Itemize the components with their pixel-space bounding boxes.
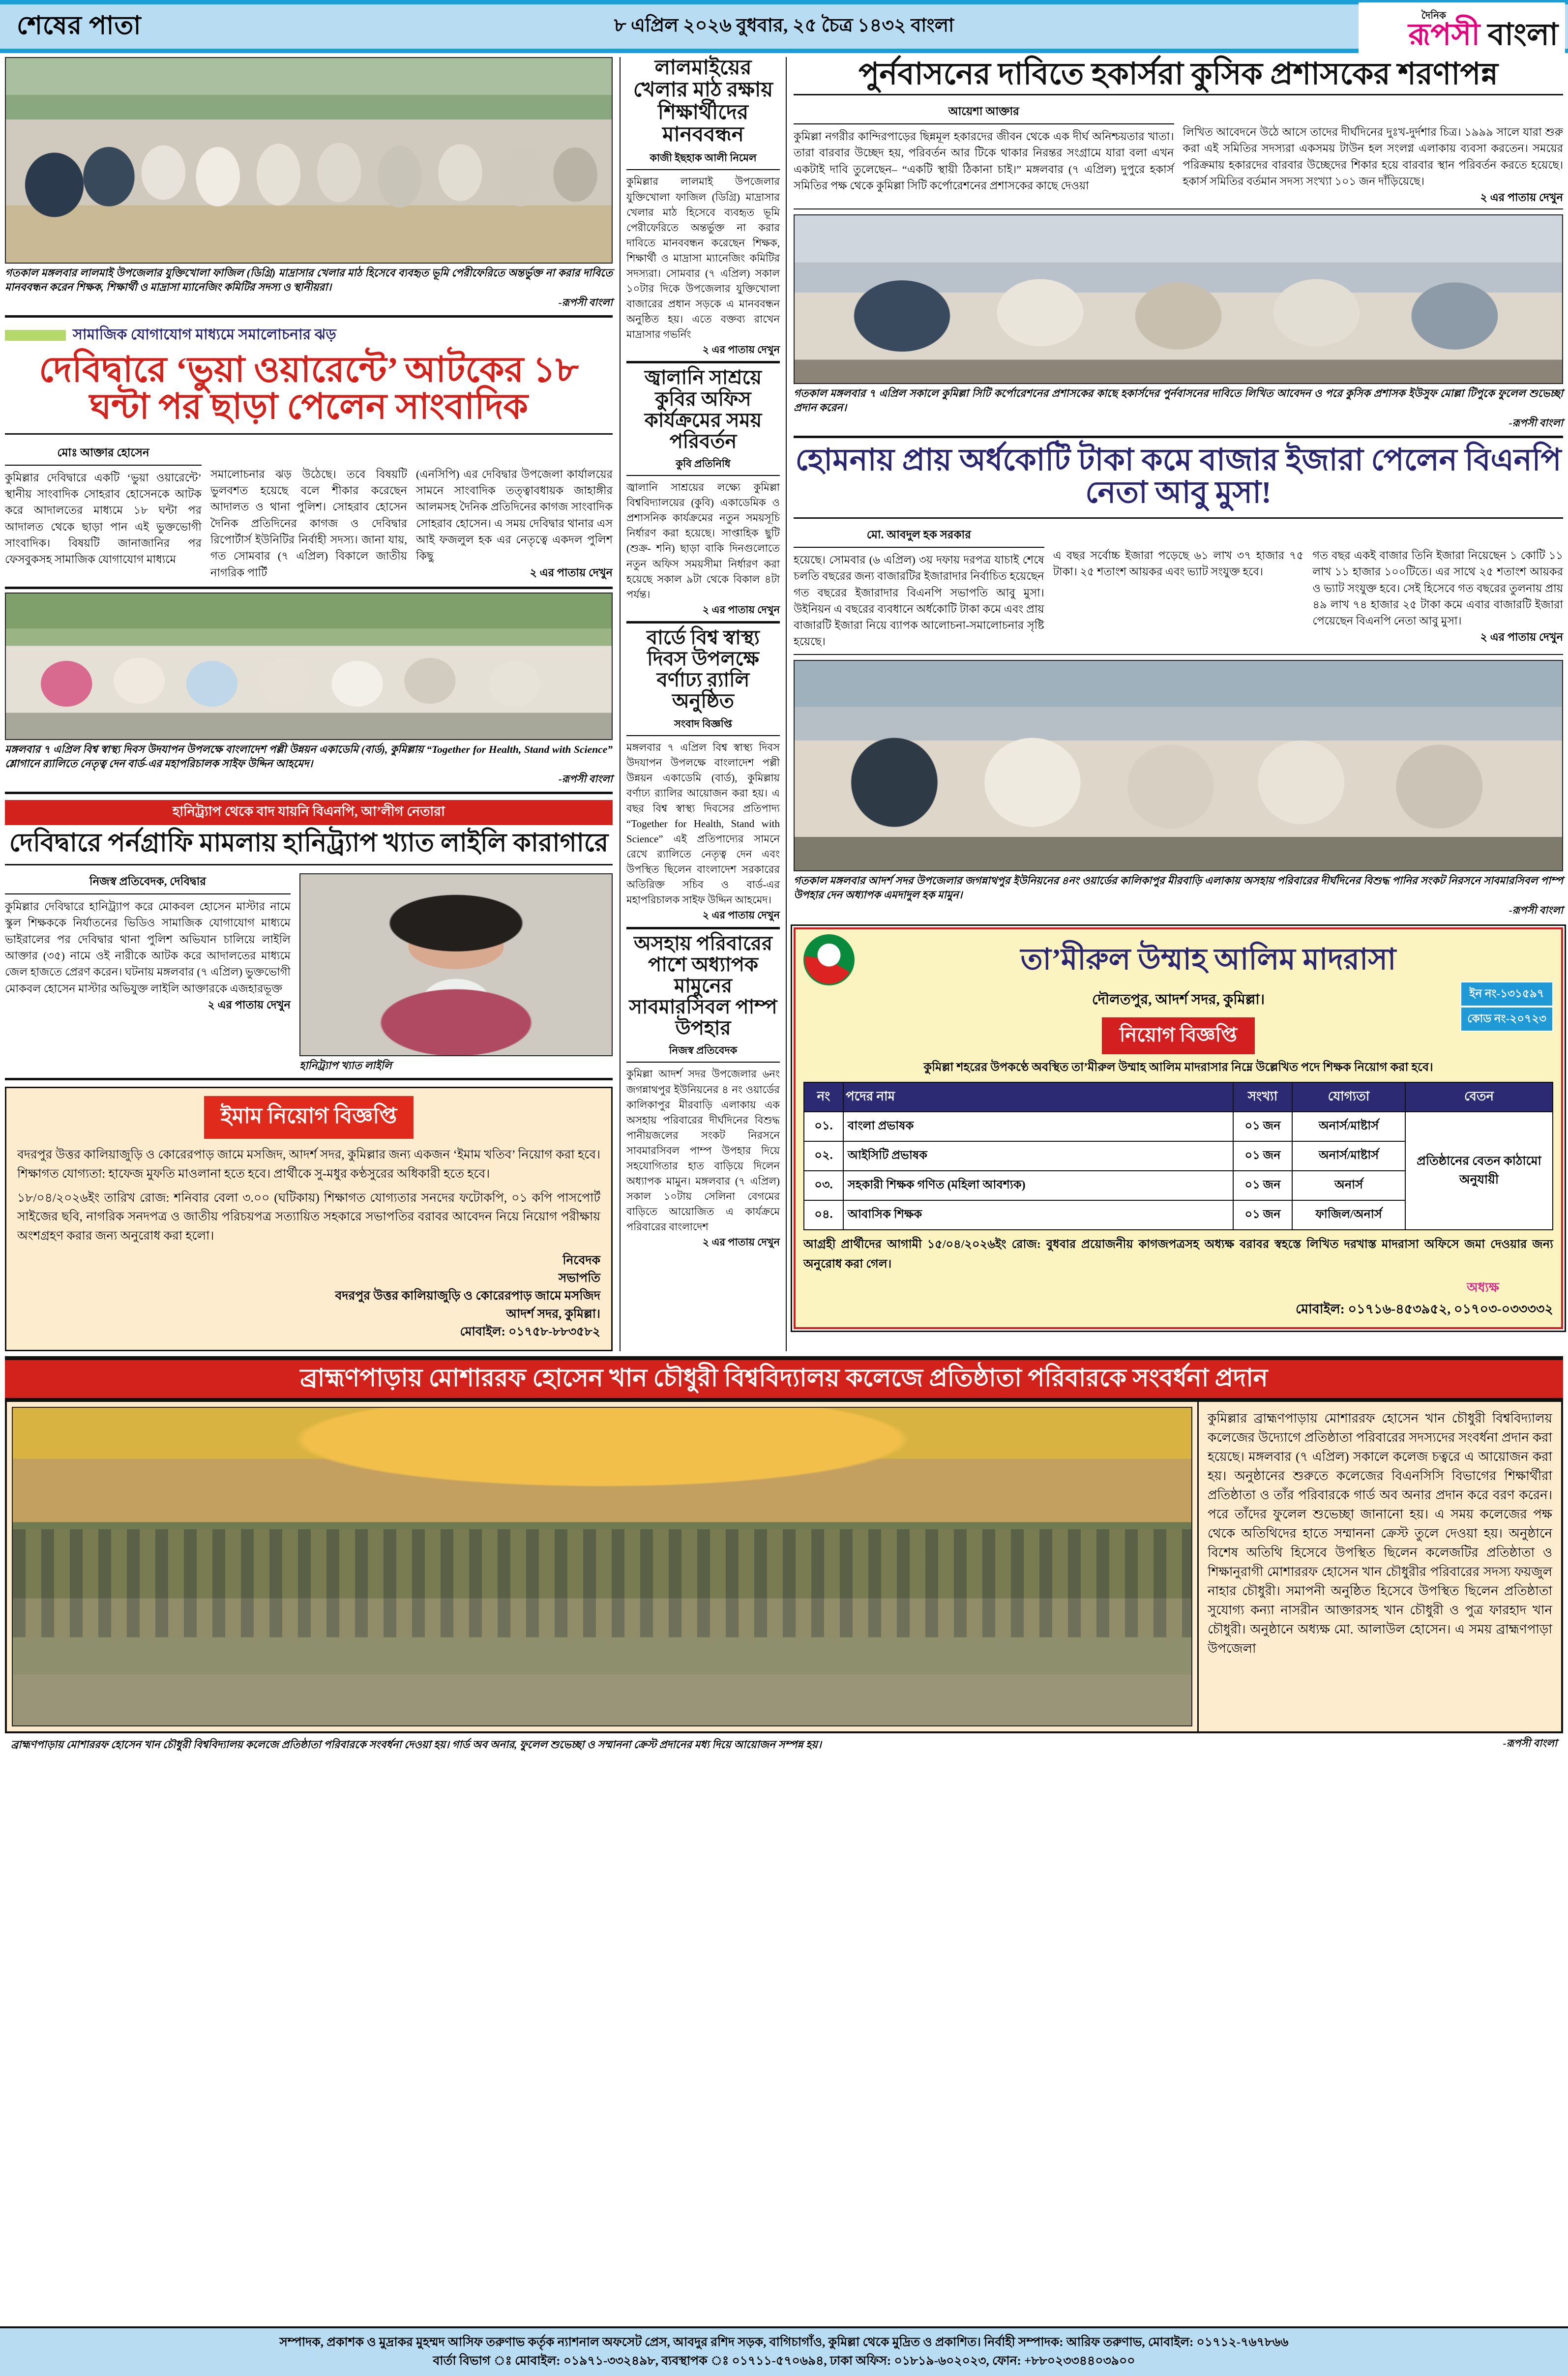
- pump-body: কুমিল্লা আদর্শ সদর উপজেলার ৬নং জগন্নাথপুর ইউনিয়নের ৪ নং ওয়ার্ডের কালিকাপুর মীরবাড়ি এলাকায় এক অসহায় পরিবারের দীর্ঘদিনের বিশুদ্ধ পানীয়জলের সংকট নিরসনে সাবমারসিবল পাম্প উপহার দিয়ে সহযোগিতার হাত বাড়িয়ে দিলেন অধ্যাপক মামুন। মঙ্গলবার (৭ এপ্রিল) সকাল ১০টায় সেলিনা বেগমের বাড়িতে আয়োজিত এ কার্যক্রমে পরিবারের বাংলাদেশ: [626, 1068, 780, 1233]
- hawkers-photo: [794, 214, 1563, 384]
- homna-continue[interactable]: ২ এর পাতায় দেখুন: [1480, 631, 1564, 644]
- row-3-no: ০৩.: [804, 1171, 843, 1200]
- th-post: পদের নাম: [843, 1082, 1233, 1112]
- table-header-row: [804, 1082, 1553, 1112]
- pornography-kicker: হানিট্র্যাপ থেকে বাদ যায়নি বিএনপি, আ’লীগ নেতারা: [5, 800, 613, 825]
- laili-portrait-caption: হানিট্র্যাপ খ্যাত লাইলি: [299, 1060, 392, 1072]
- date-line: ৮ এপ্রিল ২০২৬ বুধবার, ২৫ চৈত্র ১৪৩২ বাংলা: [614, 15, 954, 36]
- imam-ad-para-1: বদরপুর উত্তর কালিয়াজুড়ি ও কোরেরপাড় জামে মসজিদ, আদর্শ সদর, কুমিল্লার জন্য একজন ‘ইমাম খতিব’ নিয়োগ করা হবে। শিক্ষাগত যোগ্যতা: হাফেজ মুফতি মাওলানা হতে হবে। প্রার্থীকে সু-মধুর কণ্ঠসুরের অধিকারী হতে হবে।: [17, 1148, 600, 1181]
- pump-byline: নিজস্ব প্রতিবেদক: [626, 1042, 780, 1063]
- right-block: [787, 57, 1563, 1351]
- logo-word-2: বাংলা: [1487, 18, 1558, 52]
- hawkers-byline: আয়েশা আক্তার: [794, 102, 1174, 124]
- middle-column: [620, 57, 787, 1351]
- hawkers-photo-caption: গতকাল মঙ্গলবার ৭ এপ্রিল সকালে কুমিল্লা সিটি কর্পোরেশনের প্রশাসকের কাছে হকার্সদের পুর্নবাসনের দাবিতে লিখিত আবেদন ও পরে কুসিক প্রশাসক ইউসুফ মোল্লা টিপুকে ফুলেল শুভেচ্ছা প্রদান করেন।: [794, 387, 1563, 414]
- madrasa-ad-lead: কুমিল্লা শহরের উপকণ্ঠে অবস্থিত তা’মীরুল উম্মাহ আলিম মাদরাসার নিম্নে উল্লেখিত পদে শিক্ষক নিয়োগ করা হবে।: [923, 1061, 1433, 1074]
- bottom-photo-credit: -রূপসী বাংলা: [1503, 1737, 1557, 1749]
- bottom-banner-headline: ব্রাহ্মণপাড়ায় মোশাররফ হোসেন খান চৌধুরী বিশ্ববিদ্যালয় কলেজে প্রতিষ্ঠাতা পরিবারকে সংবর্ধনা প্রদান: [5, 1356, 1563, 1400]
- row-2-post: আইসিটি প্রভাষক: [843, 1141, 1233, 1171]
- kuvi-headline: জ্বালানি সাশ্রয়ে কুবির অফিস কার্যক্রমের সময় পরিবর্তন: [644, 366, 762, 452]
- whd-byline: সংবাদ বিজ্ঞপ্তি: [626, 716, 780, 736]
- imam-ad-phone: মোবাইল: ০১৭৫৮-৮৮৩৫৮২: [460, 1325, 600, 1338]
- hawkers-photo-credit: -রূপসী বাংলা: [1509, 417, 1563, 429]
- rally-photo-credit: -রূপসী বাংলা: [558, 772, 613, 785]
- madrasa-ad-title: তা’মীরুল উম্মাহ আলিম মাদরাসা: [1020, 943, 1396, 976]
- bottom-photo-caption: ব্রাহ্মণপাড়ায় মোশাররফ হোসেন খান চৌধুরী বিশ্ববিদ্যালয় কলেজে প্রতিষ্ঠাতা পরিবারকে সংবর্ধনা দেওয়া হয়। গার্ড অব অনার, ফুলেল শুভেচ্ছা ও সম্মাননা ক্রেস্ট প্রদানের মধ্য দিয়ে আয়োজন সম্পন্ন হয়।: [11, 1738, 822, 1751]
- page-label: শেষের পাতা: [17, 11, 142, 40]
- debidwar-kicker: [5, 323, 613, 348]
- lalmai-byline: কাজী ইছহাক আলী নিমেল: [626, 150, 780, 170]
- imam-recruitment-ad: [5, 1087, 613, 1351]
- imam-ad-sig-3: বদরপুর উত্তর কালিয়াজুড়ি ও কোরেরপাড় জামে মসজিদ: [335, 1289, 600, 1303]
- row-2-qual: অনার্স/মাষ্টার্স: [1292, 1141, 1405, 1171]
- row-3-qual: অনার্স: [1292, 1171, 1405, 1200]
- imam-ad-sig-1: নিবেদক: [562, 1253, 600, 1267]
- pornography-headline: দেবিদ্বারে পর্নগ্রাফি মামলায় হানিট্র্যাপ খ্যাত লাইলি কারাগারে: [9, 829, 609, 857]
- homna-body-2: গত বছর একই বাজার তিনি ইজারা নিয়েছেন ১ কোটি ১১ লাখ ১১ হাজার ১০০টিতে। এর সাথে ২৫ শতাংশ আয়কর ও ভ্যাট সংযুক্ত হবে। সেই হিসেবে গত বছরের তুলনায় প্রায় ৪৯ লাখ ৭৪ হাজার ২৫ টাকা কমে এবার বাজারটি ইজারা পেয়েছেন বিএনপি নেতা আবু মুসা।: [1312, 549, 1564, 627]
- imam-ad-sig-2: সভাপতি: [558, 1272, 600, 1285]
- logo-kicker: দৈনিক: [1421, 10, 1446, 21]
- lalmai-headline: লালমাইয়ের খেলার মাঠ রক্ষায় শিক্ষার্থীদের মানববন্ধন: [633, 57, 773, 147]
- row-1-count: ০১ জন: [1233, 1112, 1292, 1141]
- bottom-section: [0, 1351, 1568, 1752]
- th-no: নং: [804, 1082, 843, 1112]
- debidwar-byline: মোঃ আক্তার হোসেন: [5, 444, 202, 466]
- madrasa-ad-signature: অধ্যক্ষ: [1467, 1280, 1499, 1295]
- masthead: [0, 0, 1568, 53]
- pornography-continue[interactable]: ২ এর পাতায় দেখুন: [207, 998, 291, 1011]
- lead-photo: [5, 57, 613, 264]
- debidwar-columns: [5, 440, 613, 581]
- pump-donation-photo: [794, 660, 1563, 871]
- main-grid: [0, 53, 1568, 1351]
- madrasa-code-number: কোড নং-২০৭২৩: [1460, 1007, 1553, 1032]
- kuvi-continue[interactable]: ২ এর পাতায় দেখুন: [702, 603, 780, 616]
- salary-note: প্রতিষ্ঠানের বেতন কাঠামো অনুযায়ী: [1405, 1112, 1553, 1230]
- footer-line-2: বার্তা বিভাগ ঃ মোবাইল: ০১৯৭১-৩৩২৪৯৮, ব্যবস্থাপক ঃ ০১৭১১-৫৭০৬৯৪, ঢাকা অফিস: ০১৮১৯-৬০২০২৩, ফোন: +৮৮০২৩৩৪৪০৩৯০০: [433, 2354, 1135, 2368]
- row-1-post: বাংলা প্রভাষক: [843, 1112, 1233, 1141]
- row-1-qual: অনার্স/মাষ্টার্স: [1292, 1112, 1405, 1141]
- lalmai-continue[interactable]: ২ এর পাতায় দেখুন: [702, 344, 780, 356]
- page-footer: [0, 2326, 1568, 2376]
- bottom-story-box: [5, 1400, 1563, 1733]
- hawkers-body-1: কুমিল্লা নগরীর কান্দিরপাড়ের ছিন্নমূল হকারদের জীবন থেকে এক দীর্ঘ অনিশ্চয়তার খাতা। তারা বারবার উচ্ছেদ হয়, পরিবর্তন আর টিকে থাকার নিরন্তর সংগ্রামে যারা বলা এখন একটাই দাবি তুলেছেন– “একটি স্থায়ী ঠিকানা চাই।” মঙ্গলবার (৭ এপ্রিল) দুপুরে হকার্স সমিতির পক্ষ থেকে কুমিল্লা সিটি কর্পোরেশনের প্রশাসকের কাছে দেওয়া: [794, 130, 1174, 192]
- hawkers-continue[interactable]: ২ এর পাতায় দেখুন: [1480, 191, 1563, 204]
- madrasa-ein-number: ইন নং-১৩১৫৯৭: [1460, 981, 1553, 1007]
- homna-body-3: এ বছর সর্বোচ্চ ইজারা পড়েছে ৬১ লাখ ৩৭ হাজার ৭৫ টাকা। ২৫ শতাংশ আয়কর এবং ভ্যাট সংযুক্ত হবে।: [1053, 549, 1304, 578]
- bottom-story-body: কুমিল্লার ব্রাহ্মণপাড়ায় মোশাররফ হোসেন খান চৌধুরী বিশ্ববিদ্যালয় কলেজের উদ্যোগে প্রতিষ্ঠাতা পরিবারের সদস্যদের সংবর্ধনা প্রদান করা হয়েছে। মঙ্গলবার (৭ এপ্রিল) সকালে কলেজ চত্বরে এ আয়োজন করা হয়। অনুষ্ঠানের শুরুতে কলেজের বিএনসিসি বিভাগের শিক্ষার্থীরা প্রতিষ্ঠাতা ও তাঁর পরিবারকে গার্ড অব অনার প্রদান করে বরণ করেন। পরে তাঁদের ফুলেল শুভেচ্ছা জানানো হয়। এ সময় কলেজের পক্ষ থেকে অতিথিদের হাতে সম্মাননা ক্রেস্ট তুলে দেওয়া হয়। অনুষ্ঠানে বিশেষ অতিথি হিসেবে উপস্থিত ছিলেন কলেজটির প্রতিষ্ঠাতা ও শিক্ষানুরাগী মোশাররফ হোসেন খান চৌধুরীর পরিবারের সদস্য ফয়জুল নাহার চৌধুরী। সমাপনী অনুষ্ঠিত হিসেবে উপস্থিত ছিলেন প্রতিষ্ঠাতা সুযোগ্য কন্যা নাসরীন আক্তারসহ খান চৌধুরী ও পুত্র ফারহাদ খান চৌধুরী। অনুষ্ঠানে অধ্যক্ষ মো. আলাউল হোসেন। এ সময় ব্রাহ্মণপাড়া উপজেলা: [1208, 1411, 1552, 1656]
- row-1-no: ০১.: [804, 1112, 843, 1141]
- debidwar-body-3: (এনসিপি) এর দেবিদ্বার উপজেলা কার্যালয়ের সামনে সাংবাদিক তত্ত্বাবধায়ক জাহাঙ্গীর আলমসহ দৈনিক প্রতিদিনের কাগজ সাংবাদিক সোহরাব হোসেন। এ সময় দেবিদ্বার থানার এস আই ফজলুল হক এর নেতৃত্বে একদল পুলিশ কিছু: [416, 468, 613, 563]
- lead-photo-credit: -রূপসী বাংলা: [558, 297, 613, 309]
- debidwar-kicker-text: সামাজিক যোগাযোগ মাধ্যমে সমালোচনার ঝড়: [73, 327, 336, 343]
- row-4-post: আবাসিক শিক্ষক: [843, 1200, 1233, 1230]
- debidwar-continue[interactable]: ২ এর পাতায় দেখুন: [530, 566, 613, 579]
- pornography-columns: [5, 868, 613, 1073]
- homna-headline: হোমনায় প্রায় অর্ধকোটি টাকা কমে বাজার ইজারা পেলেন বিএনপি নেতা আবু মুসা!: [795, 444, 1562, 510]
- imam-ad-sig-4: আদর্শ সদর, কুমিল্লা।: [506, 1307, 600, 1321]
- row-3-post: সহকারী শিক্ষক গণিত (মহিলা আবশ্যক): [843, 1171, 1233, 1200]
- left-block: [5, 57, 620, 1351]
- kuvi-byline: কুবি প্রতিনিধি: [626, 456, 780, 476]
- lalmai-body: কুমিল্লার লালমাই উপজেলার যুক্তিখোলা ফাজিল (ডিগ্রি) মাদ্রাসার খেলার মাঠ হিসেবে ব্যবহৃত ভূমি পেরীফেরিতে অন্তর্ভুক্ত না করার দাবিতে মানববন্ধন করেছেন শিক্ষক, শিক্ষার্থী ও মাদ্রাসা ম্যানেজিং কমিটির সদস্যরা। সোমবার (৭ এপ্রিল) সকাল ১০টার দিকে উপজেলার যুক্তিখোলা বাজারের প্রধান সড়কে এ মানববন্ধন অনুষ্ঠিত হয়। এতে বক্তব্য রাখেন মাদ্রাসার গভর্নিং: [626, 176, 780, 341]
- newspaper-logo: [1359, 2, 1565, 58]
- hawkers-body-2: লিখিত আবেদনে উঠে আসে তাদের দীর্ঘদিনের দুঃখ-দুর্দশার চিত্র। ১৯৯৯ সালে যারা শুরু করা এই সমিতির সদস্যরা একসময় টাউন হল সংলগ্ন এলাকায় ব্যবসা করতেন। সময়ের পরিক্রমায় হকারদের বারবার উচ্ছেদের শিকার হয়ে বারবার স্থান পরিবর্তন করতে হয়েছে। হকার্স সমিতির বর্তমান সদস্য সংখ্যা ১০১ জন দাঁড়িয়েছে।: [1183, 125, 1563, 187]
- debidwar-body-1: কুমিল্লার দেবিদ্বারে একটি ‘ভুয়া ওয়ারেন্টে’ স্থানীয় সাংবাদিক সোহরাব হোসেনকে আটক করে আদালতের মাধ্যমে ১৮ ঘন্টা পর আদালত থেকে ছাড়া পান এই ভুক্তভোগী সাংবাদিক। বিষয়টি জানাজানির পর ফেসবুকসহ সামাজিক যোগাযোগ মাধ্যমে: [5, 471, 202, 566]
- madrasa-ad-subtitle: দৌলতপুর, আদর্শ সদর, কুমিল্লা।: [1092, 991, 1265, 1008]
- pornography-byline: নিজস্ব প্রতিবেদক, দেবিদ্বার: [5, 872, 291, 894]
- imam-ad-para-2: ১৮/০৪/২০২৬ইং তারিখ রোজ: শনিবার বেলা ৩.০০ (ঘটিকায়) শিক্ষাগত যোগ্যতার সনদের ফটোকপি, ০১ কপি পাসপোর্ট সাইজের ছবি, নাগরিক সনদপত্র ও জাতীয় পরিচয়পত্র সত্যায়িত সহকারে সভাপতির বরাবর আবেদন নিয়ে নিয়োগ পরীক্ষায় অংশগ্রহণ করার জন্য অনুরোধ করা হলো।: [17, 1191, 600, 1243]
- lead-photo-caption: গতকাল মঙ্গলবার লালমাই উপজেলার যুক্তিখোলা ফাজিল (ডিগ্রি) মাদ্রাসার খেলার মাঠ হিসেবে ব্যবহৃত ভূমি পেরীফেরিতে অন্তর্ভুক্ত না করার দাবিতে মানববন্ধন করেন শিক্ষক, শিক্ষার্থী ও মাদ্রাসা ম্যানেজিং কমিটির সদস্য ও স্থানীয়রা।: [5, 267, 613, 294]
- pornography-body: কুমিল্লার দেবিদ্বারে হানিট্র্যাপ করে মোকবল হোসেন মাস্টার নামে স্কুল শিক্ষককে নির্যাতনের ভিডিও সামাজিক যোগাযোগ মাধ্যমে ভাইরালের পর দেবিদ্বার থানা পুলিশ অভিযান চালিয়ে লাইলি আক্তার (৩৫) নামে ওই নারীকে আটক করে আদালতের মাধ্যমে জেল হাজতে প্রেরণ করেন। ঘটনায় মঙ্গলবার (৭ এপ্রিল) ভুক্তভোগী মোকবল হোসেন মাস্টার অভিযুক্ত লাইলি আক্তারকে এজহারভূক্ত: [5, 900, 291, 995]
- bottom-photo: [12, 1407, 1192, 1726]
- kuvi-body: জ্বালানি সাশ্রয়ের লক্ষ্যে কুমিল্লা বিশ্ববিদ্যালয়ের (কুবি) একাডেমিক ও প্রশাসনিক কার্যক্রমের নতুন সময়সূচি নির্ধারণ করা হয়েছে। সাপ্তাহিক ছুটি (শুক্র- শনি) ছাড়া বাকি দিনগুলোতে নতুন অফিস সময়সীমা নির্ধারণ করা হয়েছে সকাল ৯টা থেকে বিকাল ৪টা পর্যন্ত।: [626, 481, 780, 600]
- madrasa-ad-footnote: আগ্রহী প্রার্থীদের আগামী ১৫/০৪/২০২৬ইং রোজ: বুধবার প্রয়োজনীয় কাগজপত্রসহ অধ্যক্ষ বরাবর স্বহস্তে লিখিত দরখাস্ত মাদরাসা অফিসে জমা দেওয়ার জন্য অনুরোধ করা গেল।: [803, 1238, 1553, 1271]
- hawkers-columns: [794, 98, 1563, 206]
- logo-word-1: রূপসী: [1408, 18, 1480, 52]
- laili-portrait-photo: [299, 873, 613, 1056]
- row-4-no: ০৪.: [804, 1200, 843, 1230]
- madrasa-recruitment-ad: [794, 927, 1563, 1329]
- th-salary: বেতন: [1405, 1082, 1553, 1112]
- footer-line-1: সম্পাদক, প্রকাশক ও মুদ্রাকর মুহম্মদ আসিফ তরুণাভ কর্তৃক ন্যাশনাল অফসেট প্রেস, আবদুর রশিদ সড়ক, বাগিচাগাঁও, কুমিল্লা থেকে মুদ্রিত ও প্রকাশিত। নির্বাহী সম্পাদক: আরিফ তরুণাভ, মোবাইল: ০১৭১২-৭৬৭৮৬৬: [279, 2336, 1289, 2349]
- madrasa-ad-phone: মোবাইল: ০১৭১৬-৪৫৩৯৫২, ০১৭০৩-০৩৩৩৩২: [1296, 1301, 1553, 1316]
- row-2-no: ০২.: [804, 1141, 843, 1171]
- row-4-qual: ফাজিল/অনার্স: [1292, 1200, 1405, 1230]
- row-4-count: ০১ জন: [1233, 1200, 1292, 1230]
- madrasa-seal-icon: [803, 934, 855, 985]
- rally-photo-caption: মঙ্গলবার ৭ এপ্রিল বিশ্ব স্বাস্থ্য দিবস উদযাপন উপলক্ষে বাংলাদেশ পল্লী উন্নয়ন একাডেমি (বার্ড), কুমিল্লায় “Together for Health, Stand with Science” শ্লোগানে র‌্যালিতে নেতৃত্ব দেন বার্ড-এর মহাপরিচালক সাইফ উদ্দিন আহমেদ।: [5, 743, 613, 770]
- pump-photo-caption: গতকাল মঙ্গলবার আদর্শ সদর উপজেলার জগন্নাথপুর ইউনিয়নের ৪নং ওয়ার্ডের কালিকাপুর মীরবাড়ি এলাকায় অসহায় পরিবারের দীর্ঘদিনের বিশুদ্ধ পানির সংকট নিরসনে সাবমারসিবল পাম্প উপহার দেন অধ্যাপক এমদাদুল হক মামুন।: [794, 874, 1563, 901]
- imam-ad-title: ইমাম নিয়োগ বিজ্ঞপ্তি: [204, 1096, 414, 1139]
- pump-headline: অসহায় পরিবারের পাশে অধ্যাপক মামুনের সাবমারসিবল পাম্প উপহার: [629, 932, 777, 1040]
- madrasa-ad-badge: নিয়োগ বিজ্ঞপ্তি: [1102, 1017, 1255, 1054]
- debidwar-headline: দেবিদ্বারে ‘ভুয়া ওয়ারেন্টে’ আটকের ১৮ ঘন্টা পর ছাড়া পেলেন সাংবাদিক: [39, 350, 579, 426]
- debidwar-body-2: সমালোচনার ঝড় উঠেছে। তবে বিষয়টি ভুলবশত হয়েছে বলে শীকার করেছেন আদালত ও থানা পুলিশ। সোহরাব হোসেন দৈনিক প্রতিদিনের কাগজ ও দেবিদ্বার রিপোর্টার্স ইউনিটির নির্বাহী সদস্য। জানা যায়, গত সোমবার (৭ এপ্রিল) বিকালে জাতীয় নাগরিক পার্টি: [210, 468, 407, 579]
- homna-byline: মো. আবদুল হক সরকার: [794, 526, 1044, 548]
- th-qual: যোগ্যতা: [1292, 1082, 1405, 1112]
- homna-body-1: হয়েছে। সোমবার (৬ এপ্রিল) ৩য় দফায় দরপত্র যাচাই শেষে চলতি বছরের জন্য বাজারটির ইজারাদার নির্বাচিত হয়েছেন গত বছরের ইজারাদার বিএনপি সভাপতি আবু মুসা। উইনিয়ন এ বছরের ব্যবধানে অর্ধকোটি টাকা কমে এবং প্রায় বাজারটি ইজারা নিয়ে ব্যাপক আলোচনা-সমালোচনার সৃষ্টি হয়েছে।: [794, 553, 1044, 648]
- kicker-swatch: [5, 330, 66, 341]
- row-2-count: ০১ জন: [1233, 1141, 1292, 1171]
- pump-photo-credit: -রূপসী বাংলা: [1509, 904, 1563, 916]
- whd-body: মঙ্গলবার ৭ এপ্রিল বিশ্ব স্বাস্থ্য দিবস উদযাপন উপলক্ষে বাংলাদেশ পল্লী উন্নয়ন একাডেমি (বার্ড), কুমিল্লায় বর্ণাঢ্য র‌্যালির আয়োজন করা হয়। এ বছর বিশ্ব স্বাস্থ্য দিবসের প্রতিপাদ্য “Together for Health, Stand with Science” এই প্রতিপাদ্যের সামনে রেখে র‌্যালিতে নেতৃত্ব দেন এবং উপস্থিত ছিলেন বাংলাদেশ সরকারের অতিরিক্ত সচিব ও বার্ড-এর মহাপরিচালক সাইফ উদ্দিন আহমেদ।: [626, 741, 780, 906]
- table-row: [804, 1112, 1553, 1141]
- th-count: সংখ্যা: [1233, 1082, 1292, 1112]
- whd-headline: বার্ডে বিশ্ব স্বাস্থ্য দিবস উপলক্ষে বর্ণাঢ্য র‌্যালি অনুষ্ঠিত: [647, 626, 760, 713]
- homna-columns: [794, 522, 1563, 650]
- hawkers-headline: পুর্নবাসনের দাবিতে হকার্সরা কুসিক প্রশাসকের শরণাপন্ন: [858, 58, 1498, 91]
- madrasa-posts-table: [803, 1082, 1553, 1230]
- whd-continue[interactable]: ২ এর পাতায় দেখুন: [702, 909, 780, 921]
- pump-continue[interactable]: ২ এর পাতায় দেখুন: [702, 1236, 780, 1248]
- row-3-count: ০১ জন: [1233, 1171, 1292, 1200]
- rally-photo: [5, 593, 613, 740]
